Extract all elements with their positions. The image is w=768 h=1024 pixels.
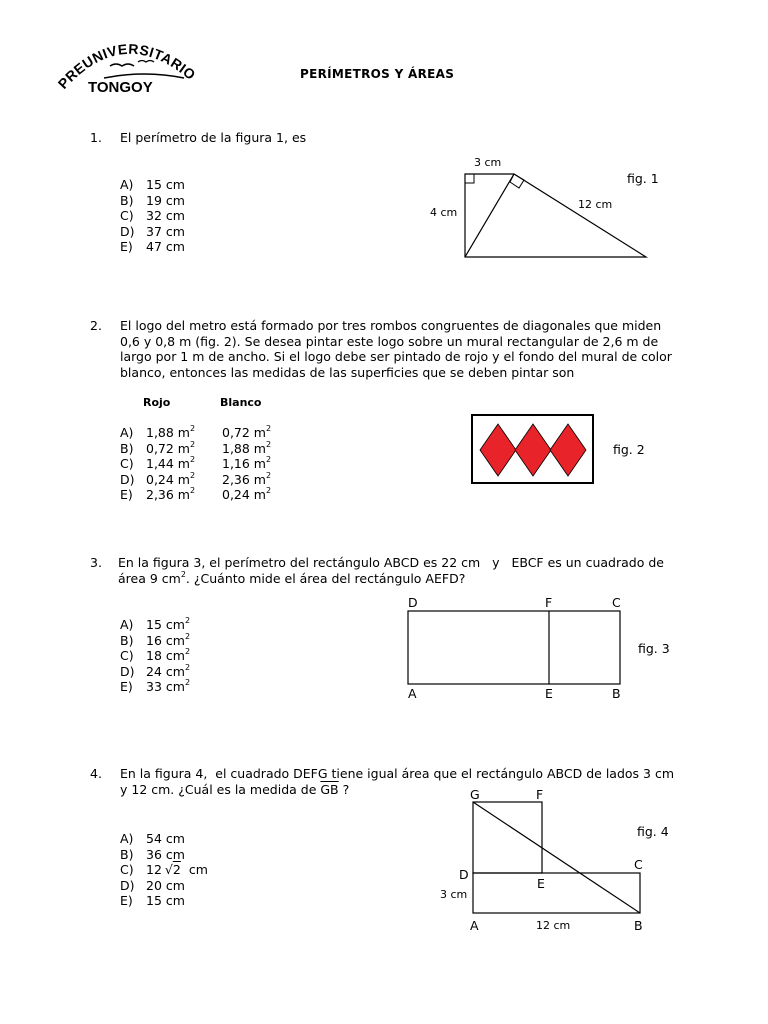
option-blanco: 1,88 $m^2$: [222, 439, 272, 456]
option-rojo: 0,72 $m^2$: [146, 439, 196, 456]
option-unit: cm: [188, 862, 208, 877]
vertex-label: B: [612, 686, 621, 701]
option-rojo: 1,44 $m^2$: [146, 455, 196, 471]
vertex-label: F: [536, 787, 544, 802]
option-letter: E): [120, 239, 133, 254]
option-value: 47 cm: [146, 239, 185, 254]
option-letter: A): [120, 425, 134, 440]
option-letter: D): [120, 223, 135, 239]
text-line: largo por 1 m de ancho. Si el logo debe ser pintado de rojo y el fondo del mural de color: [120, 349, 672, 364]
option-letter: C): [120, 208, 134, 223]
vertex-label: A: [408, 686, 417, 701]
text-line: En la figura 3, el perímetro del rectángulo ABCD es 22 cm y EBCF es un cuadrado de: [118, 555, 664, 570]
option-value: 16 cm: [146, 632, 185, 648]
text-line: y 12 cm. ¿Cuál es la medida de $\overline{GB}$ ?: [120, 781, 350, 797]
vertex-label: B: [634, 918, 643, 933]
column-header: Rojo: [143, 396, 171, 409]
unit-exponent: 2: [184, 647, 191, 656]
vertex-label: F: [545, 595, 553, 610]
question-number: 4.: [90, 766, 102, 781]
option-letter: B): [120, 632, 134, 648]
text-line: 0,6 y 0,8 m (fig. 2). Se desea pintar este logo sobre un mural rectangular de 2,6 m de: [120, 333, 659, 349]
option-letter: B): [120, 440, 134, 456]
length-label: 3 cm: [440, 888, 468, 901]
length-label: 12 cm: [578, 198, 613, 211]
vertex-label: D: [459, 867, 469, 882]
option-letter: E): [120, 487, 133, 502]
vertex-label: C: [612, 595, 621, 610]
option-letter: D): [120, 877, 135, 893]
option-value: 54 cm: [146, 831, 185, 846]
unit-exponent: 2: [184, 662, 191, 672]
option-letter: E): [120, 893, 133, 908]
option-rojo: 0,24 $m^2$: [146, 470, 196, 487]
length-label: 4 cm: [430, 206, 458, 219]
figure-caption: fig. 3: [638, 641, 670, 656]
option-letter: A): [120, 831, 134, 846]
option-letter: E): [120, 679, 133, 694]
text-line: En la figura 4, el cuadrado DEFG tiene igual área que el rectángulo ABCD de lados 3 cm: [120, 766, 674, 781]
option-blanco: 2,36 $m^2$: [222, 470, 272, 487]
unit-exponent: 2: [184, 678, 191, 687]
option-letter: D): [120, 663, 135, 679]
vertex-label: D: [408, 595, 418, 610]
option-value: 15 cm: [146, 177, 185, 192]
option-rojo: 1,88 $m^2$: [146, 424, 196, 440]
option-letter: B): [120, 846, 134, 862]
option-value: 18 cm: [146, 648, 185, 663]
option-value: 15 cm: [146, 893, 185, 908]
option-letter: A): [120, 617, 134, 632]
text-line: El logo del metro está formado por tres rombos congruentes de diagonales que miden: [120, 318, 662, 333]
segment-name: $\overline{GB}$: [320, 781, 339, 797]
option-value: 37 cm: [146, 223, 185, 239]
option-letter: C): [120, 862, 134, 877]
option-value: 32 cm: [146, 208, 185, 223]
option-value: 19 cm: [146, 192, 185, 208]
option-blanco: 0,24 $m^2$: [222, 486, 272, 502]
question-text: El perímetro de la figura 1, es: [120, 130, 307, 145]
vertex-label: A: [470, 918, 479, 933]
option-letter: B): [120, 192, 134, 208]
sqrt-symbol: √: [164, 862, 173, 877]
text-line: blanco, entonces las medidas de las superficies que se deben pintar son: [120, 364, 575, 380]
option-letter: A): [120, 177, 134, 192]
option-letter: D): [120, 471, 135, 487]
option-letter: C): [120, 648, 134, 663]
figure-caption: fig. 2: [613, 442, 645, 457]
logo-name: TONGOY: [88, 79, 153, 96]
option-value: 36 cm: [146, 846, 185, 862]
option-letter: C): [120, 456, 134, 471]
logo-arc-text: PREUNIVERSITARIO: [54, 40, 199, 92]
option-value: 33 cm: [146, 679, 185, 694]
unit-exponent: 2: [184, 631, 191, 641]
figure-caption: fig. 4: [637, 824, 669, 839]
length-label: 3 cm: [474, 156, 502, 169]
vertex-label: G: [470, 787, 480, 802]
page-title: PERÍMETROS Y ÁREAS: [300, 67, 455, 81]
figure-caption: fig. 1: [627, 171, 659, 186]
option-value: 15 cm: [146, 617, 185, 632]
radicand: 2: [172, 862, 181, 877]
question-number: 3.: [90, 555, 102, 570]
text-line: área 9 $cm^2$. ¿Cuánto mide el área del rectángulo AEFD?: [118, 569, 466, 586]
option-blanco: 1,16 $m^2$: [222, 455, 272, 471]
vertex-label: E: [545, 686, 553, 701]
question-number: 2.: [90, 318, 102, 333]
length-label: 12 cm: [536, 919, 571, 932]
unit-exponent: 2: [184, 616, 191, 625]
option-blanco: 0,72 $m^2$: [222, 424, 272, 440]
option-value: 12: [146, 862, 162, 877]
column-header: Blanco: [220, 396, 262, 409]
vertex-label: C: [634, 857, 643, 872]
option-rojo: 2,36 $m^2$: [146, 486, 196, 502]
option-value: 20 cm: [146, 877, 185, 893]
option-value: 24 cm: [146, 663, 185, 679]
question-number: 1.: [90, 130, 102, 145]
vertex-label: E: [537, 876, 545, 891]
